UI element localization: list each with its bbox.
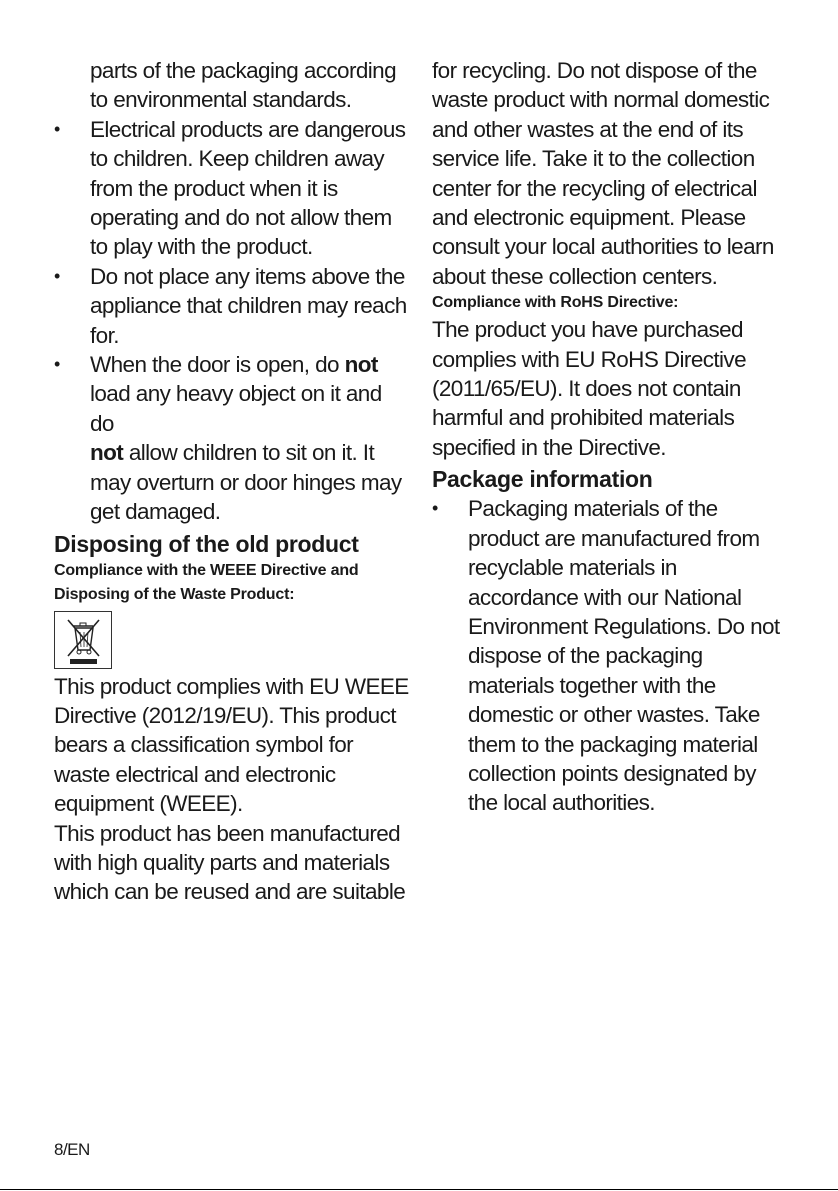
rohs-paragraph [432,315,792,462]
text-line: to children. Keep children away [90,146,385,172]
text-line: The product you have purchased [432,317,743,343]
text-line: load any heavy object on it and do [90,381,382,436]
page-bottom-rule [0,1189,838,1190]
bullet-item-no-items-above [54,262,410,350]
text-line: operating and do not allow them [90,205,392,231]
text-line: This product complies with EU WEEE [54,673,409,699]
emphasis-not: not [344,352,378,378]
text-line: collection points designated by [468,760,756,786]
text-line: Disposing of the Waste Product: [54,585,295,603]
text-line [90,350,410,379]
text-line: specified in the Directive. [432,434,666,460]
text-line: harmful and prohibited materials [432,405,735,431]
text-line: consult your local authorities to learn [432,234,774,260]
text-line: the local authorities. [468,790,655,816]
text-line: about these collection centers. [432,263,718,289]
text-line: and other wastes at the end of its [432,116,744,142]
text-line: which can be reused and are suitable [54,879,406,905]
text-line: complies with EU RoHS Directive [432,346,746,372]
text-line: recyclable materials in [468,555,677,581]
text-line: materials together with the [468,672,716,698]
text-line: Environment Regulations. Do not [468,613,780,639]
weee-paragraph [54,672,410,819]
text-line: equipment (WEEE). [54,791,243,817]
safety-bullet-list [54,115,410,527]
text-line: (2011/65/EU). It does not contain [432,376,741,402]
text-line [90,438,410,467]
text-line: waste electrical and electronic [54,761,336,787]
text-line: Packaging materials of the [468,496,718,522]
text-line: dispose of the packaging [468,643,703,669]
text-line: appliance that children may reach [90,293,407,319]
subheading-weee-compliance [54,559,410,607]
bullet-glyph: • [54,354,60,375]
text-line: get damaged. [90,499,221,525]
text-line: service life. Take it to the collection [432,146,755,172]
bullet-item-door-open [54,350,410,526]
bullet-glyph: • [432,498,438,519]
text-span: allow children to sit on it. It [123,440,375,466]
text-line: Electrical products are dangerous [90,116,406,142]
bullet-item-children-danger [54,115,410,262]
text-line: Directive (2012/19/EU). This product [54,702,396,728]
text-line: domestic or other wastes. Take [468,702,760,728]
crossed-out-wheelie-bin-icon [54,611,112,669]
text-line: center for the recycling of electrical [432,175,757,201]
manufactured-paragraph [54,819,410,907]
recycling-continuation [432,56,792,291]
wheelie-bin-svg [55,612,111,668]
text-line: with high quality parts and materials [54,849,390,875]
text-line: waste product with normal domestic [432,87,770,113]
bullet-glyph: • [54,265,60,286]
text-line: to environmental standards. [90,87,352,113]
text-span: When the door is open, do [90,352,345,378]
text-line: Compliance with the WEEE Directive and [54,561,359,579]
section-heading-disposing: Disposing of the old product [54,530,359,557]
text-line: product are manufactured from [468,525,760,551]
text-line: to play with the product. [90,234,313,260]
left-column [54,56,410,907]
text-line: for recycling. Do not dispose of the [432,58,757,83]
text-line: Do not place any items above the [90,263,405,289]
emphasis-not: not [90,440,124,466]
text-line: bears a classification symbol for [54,732,354,758]
text-line: may overturn or door hinges may [90,469,402,495]
text-line: for. [90,322,119,348]
right-column [432,56,792,818]
packaging-continuation [54,56,410,115]
bullet-glyph: • [54,118,60,139]
text-line: accordance with our National [468,584,742,610]
text-line: This product has been manufactured [54,820,401,846]
text-line: and electronic equipment. Please [432,205,746,231]
text-line: parts of the packaging according [90,58,397,83]
subheading-rohs-compliance: Compliance with RoHS Directive: [432,294,679,312]
section-heading-package-information: Package information [432,466,653,493]
text-line: from the product when it is [90,175,338,201]
text-line: them to the packaging material [468,731,758,757]
page-number: 8/EN [54,1140,90,1159]
package-bullet-list [432,494,792,817]
bullet-item-packaging-materials [432,494,792,817]
